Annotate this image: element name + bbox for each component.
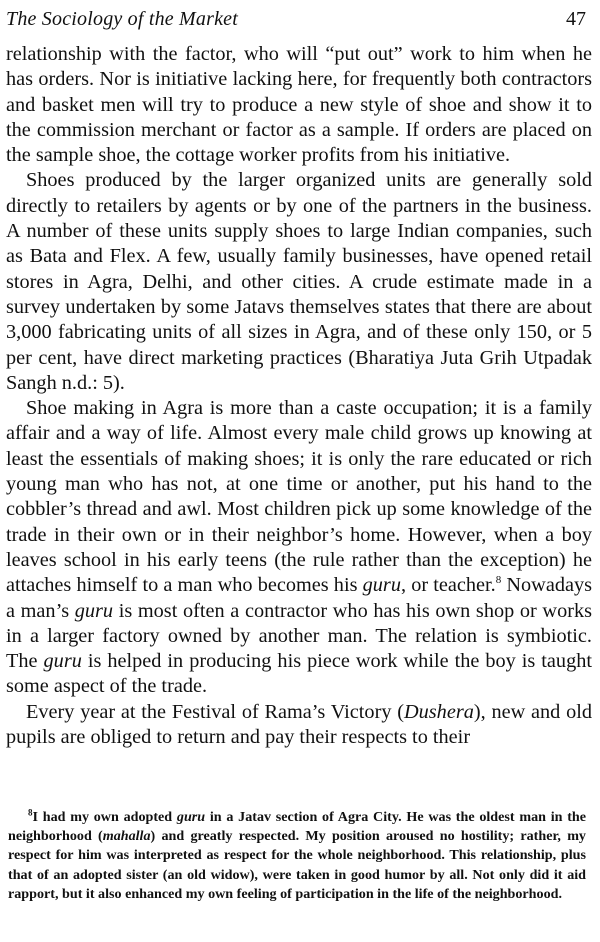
paragraph-3-text-d: is most often a contractor who has his own shop or works in a larger factory owned by another man. The relation is symbiotic. The <box>6 599 592 673</box>
paragraph-4-text-a: Every year at the Festival of Rama’s Victory ( <box>26 700 404 723</box>
paragraph-1: relationship with the factor, who will “put out” work to him when he has orders. Nor is initiative lacking here, for frequently both contractors and basket men will try to produce a new style of shoe and show it to the commission merchant or factor as a sample. If orders are placed on the sample shoe, the cottage worker profits from his initiative. <box>6 43 592 167</box>
footnote-text-1: I had my own adopted <box>32 809 177 825</box>
footnote-reference: 8 <box>495 574 502 587</box>
footnote-marker: 8 <box>28 807 33 818</box>
body-text <box>6 42 592 750</box>
paragraph-3-text-b: , or teacher. <box>400 574 496 597</box>
dushera-term: Dushera <box>404 700 474 723</box>
guru-term: guru <box>74 599 114 622</box>
mahalla-term: mahalla <box>102 828 151 845</box>
paragraph-4-text-b: ), new and old pupils are obliged to return and pay their respects to their <box>6 700 592 749</box>
guru-term: guru <box>362 574 401 597</box>
footnote <box>8 808 586 904</box>
guru-term: guru <box>43 650 82 673</box>
paragraph-2: Shoes produced by the larger organized units are generally sold directly to retailers by agents or by one of the partners in the business. A number of these units supply shoes to large Indian companies, such as Bata and Flex. A few, usually family businesses, have opened retail stores in Agra, Delhi, and other cities. A crude estimate made in a survey undertaken by some Jatavs themselves states that there are about 3,000 fabricating units of all sizes in Agra, and of these only 150, or 5 per cent, have direct marketing practices (Bharatiya Juta Grih Utpadak Sangh n.d.: 5). <box>6 169 592 394</box>
page-number: 47 <box>566 8 586 30</box>
footnote-text-2: in a Jatav section of Agra City. He was the oldest man in the neighborhood ( <box>8 809 587 845</box>
paragraph-3-text-e: is helped in producing his piece work while the boy is taught some aspect of the trade. <box>6 650 592 698</box>
guru-term: guru <box>176 809 206 825</box>
page-header <box>6 4 592 38</box>
paragraph-3 <box>6 396 592 700</box>
paragraph-3-text-c: Nowadays a man’s <box>6 574 593 622</box>
paragraph-3-text-a: Shoe making in Agra is more than a caste occupation; it is a family affair and a way of life. Almost every male child grows up knowing at least the essentials of making shoes; it is only the rare educated or rich young man who has not, at one time or another, put his hand to the cobbler’s thread and awl. Most children pick up some knowledge of the trade in their own or in their neighbor’s home. However, when a boy leaves school in his early teens (the rule rather than the exception) he attaches himself to a man who becomes his <box>6 397 592 597</box>
paragraph-4 <box>6 700 592 751</box>
running-head: The Sociology of the Market <box>6 8 239 30</box>
footnote-text-3: ) and greatly respected. My position aroused no hostility; rather, my respect for him was interpreted as respect for the whole neighborhood. This relationship, plus that of an adopted sister (an old widow), were taken in good humor by all. Not only did it aid rapport, but it also enhanced my own feeling of participation in the life of the neighborhood. <box>8 828 586 902</box>
